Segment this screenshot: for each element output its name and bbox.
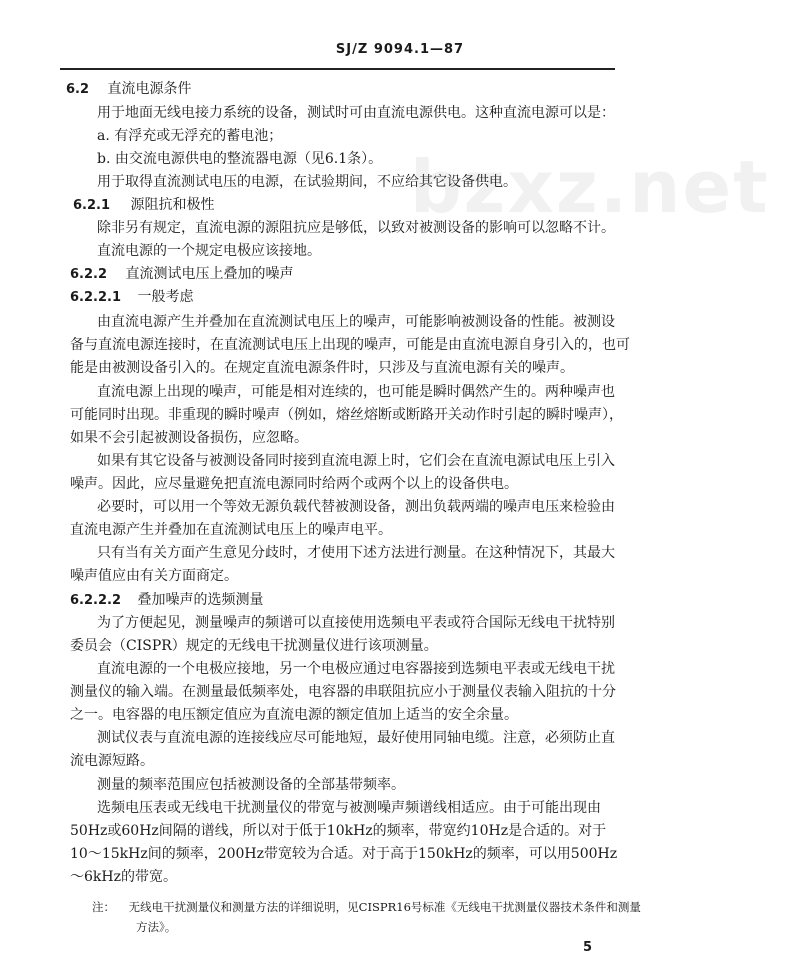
- list-item-b: b. 由交流电源供电的整流器电源（见6.1条）。: [97, 151, 383, 167]
- note-text-line2: 方法》。: [136, 920, 177, 934]
- footnote: [92, 898, 641, 916]
- body-line: 为了方便起见，测量噪声的频谱可以直接使用选频电平表或符合国际无线电干扰特别: [97, 615, 615, 631]
- body-line: 噪声值应由有关方面商定。: [70, 568, 238, 584]
- section-6-2-2-2-heading: [70, 591, 263, 610]
- section-number: 6.2.2.1: [70, 290, 121, 305]
- body-line: 噪声。因此，应尽量避免把直流电源同时给两个或两个以上的设备供电。: [70, 476, 518, 492]
- body-line: 直流电源上出现的噪声，可能是相对连续的，也可能是瞬时偶然产生的。两种噪声也: [97, 384, 615, 400]
- section-title: 叠加噪声的选频测量: [137, 592, 264, 608]
- body-line: 用于地面无线电接力系统的设备，测试时可由直流电源供电。这种直流电源可以是：: [97, 105, 615, 121]
- section-title: 直流电源条件: [107, 81, 192, 97]
- page-number: 5: [583, 940, 593, 955]
- body-line: 50Hz或60Hz间隔的谱线，所以对于低于10kHz的频率，带宽约10Hz是合适的。对于: [70, 823, 607, 839]
- section-title: 源阻抗和极性: [130, 197, 215, 213]
- body-line: 能是由被测设备引入的。在规定直流电源条件时，只涉及与直流电源有关的噪声。: [70, 360, 574, 376]
- body-line: 之一。电容器的电压额定值应为直流电源的额定值加上适当的安全余量。: [70, 707, 518, 723]
- standard-code-header: SJ/Z 9094.1—87: [335, 42, 465, 57]
- section-6-2-2-1-heading: [70, 288, 193, 307]
- body-line: 直流电源产生并叠加在直流测试电压上的噪声电平。: [70, 522, 392, 538]
- body-line: 10～15kHz间的频率，200Hz带宽较为合适。对于高于150kHz的频率，可以用500Hz: [70, 846, 618, 862]
- body-line: 测量的频率范围应包括被测设备的全部基带频率。: [97, 777, 405, 793]
- section-6-2-2-heading: [70, 265, 293, 284]
- body-line: ～6kHz的带宽。: [70, 869, 177, 885]
- section-6-2-heading: [66, 80, 191, 99]
- section-number: 6.2.1: [73, 198, 111, 213]
- section-title: 直流测试电压上叠加的噪声: [125, 266, 294, 282]
- body-line: 除非另有规定，直流电源的源阻抗应是够低，以致对被测设备的影响可以忽略不计。: [97, 220, 615, 236]
- section-number: 6.2.2.2: [70, 593, 121, 608]
- section-number: 6.2: [66, 82, 90, 97]
- body-line: 直流电源的一个电极应接地，另一个电极应通过电容器接到选频电平表或无线电干扰: [97, 661, 615, 677]
- body-line: 可能同时出现。非重现的瞬时噪声（例如，熔丝熔断或断路开关动作时引起的瞬时噪声），: [70, 407, 623, 423]
- body-line: 测量仪的输入端。在测量最低频率处，电容器的串联阻抗应小于测量仪表输入阻抗的十分: [70, 684, 616, 700]
- body-line: 只有当有关方面产生意见分歧时，才使用下述方法进行测量。在这种情况下，其最大: [97, 545, 615, 561]
- note-label: 注：: [92, 900, 115, 914]
- body-line: 测试仪表与直流电源的连接线应尽可能地短，最好使用同轴电缆。注意，必须防止直: [97, 730, 615, 746]
- body-line: 选频电压表或无线电干扰测量仪的带宽与被测噪声频谱线相适应。由于可能出现由: [97, 800, 601, 816]
- body-line: 备与直流电源连接时，在直流测试电压上出现的噪声，可能是由直流电源自身引入的，也可: [70, 337, 630, 353]
- header-rule: [60, 68, 615, 70]
- body-line: 如果不会引起被测设备损伤，应忽略。: [70, 430, 308, 446]
- section-number: 6.2.2: [70, 267, 108, 282]
- list-item-a: a. 有浮充或无浮充的蓄电池；: [97, 128, 283, 144]
- body-line: 委员会（CISPR）规定的无线电干扰测量仪进行该项测量。: [70, 638, 438, 654]
- body-line: 直流电源的一个规定电极应该接地。: [97, 243, 321, 259]
- section-title: 一般考虑: [137, 289, 194, 305]
- section-6-2-1-heading: [73, 196, 214, 215]
- body-line: 必要时，可以用一个等效无源负载代替被测设备，测出负载两端的噪声电压来检验由: [97, 499, 615, 515]
- body-line: 如果有其它设备与被测设备同时接到直流电源上时，它们会在直流电源试电压上引入: [97, 453, 615, 469]
- body-line: 流电源短路。: [70, 753, 154, 769]
- body-line: 用于取得直流测试电压的电源，在试验期间，不应给其它设备供电。: [97, 174, 517, 190]
- watermark: bzxz.net: [410, 145, 770, 229]
- note-text-line1: 无线电干扰测量仪和测量方法的详细说明，见CISPR16号标准《无线电干扰测量仪器技术条件和测量: [128, 900, 641, 914]
- body-line: 由直流电源产生并叠加在直流测试电压上的噪声，可能影响被测设备的性能。被测设: [97, 314, 615, 330]
